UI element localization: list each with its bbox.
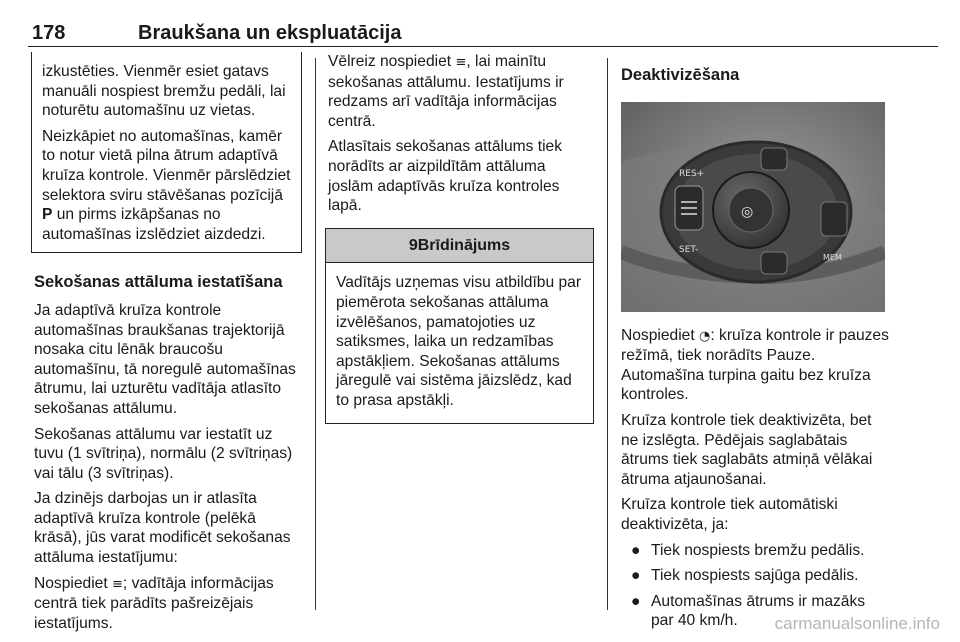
page-header xyxy=(28,10,938,47)
warning-box xyxy=(325,228,594,424)
page-number: 178 xyxy=(32,22,66,44)
warning-header xyxy=(326,229,593,264)
svg-text:◎: ◎ xyxy=(741,203,754,220)
paragraph-1: Nospiediet ◔: kruīza kontrole ir pauzes režīmā, tiek norādīts Pauze. Automašīna turpina gaitu bez kruīza kontroles. xyxy=(621,326,889,404)
paragraph-3: Kruīza kontrole tiek automātiski deaktivizēta, ja: xyxy=(621,496,838,533)
paragraph-2: Kruīza kontrole tiek deaktivizēta, bet ne izslēgta. Pēdējais saglabātais ātrums tiek saglabāts atmiņā vēlākai ātruma atjaunošanai. xyxy=(621,411,873,488)
paragraph-4: Nospiediet ≡; vadītāja informācijas centrā tiek parādīts pašreizējais iestatījums. xyxy=(34,574,274,632)
chapter-title: Braukšana un ekspluatācija xyxy=(138,22,402,44)
paragraph-1: Ja adaptīvā kruīza kontrole automašīnas braukšanas trajektorijā nosaka citu lēnāk braucošu automašīnu, tā noregulē automašīnas ātrumu, lai uzturētu vadītāja atlasīto sekošanas attālumu. xyxy=(34,301,296,417)
column-divider-1 xyxy=(315,58,316,610)
list-item: ● Automašīnas ātrums ir mazāks par 40 km/h. xyxy=(631,592,866,630)
warning-triangle-icon: 9 xyxy=(408,236,418,254)
box-paragraph-2: Neizkāpiet no automašīnas, kamēr to notur vietā pilna ātrum adaptīvā kruīza kontrole. Vienmēr pārslēdziet selektora sviru stāvēšanas pozīcijā P un pirms izkāpšanas no automašīnas izslēdziet aizdedzi. xyxy=(42,127,291,243)
warning-title: Brīdinājums xyxy=(417,236,511,254)
warning-text: Vadītājs uzņemas visu atbildību par piemērota sekošanas attāluma izvēlēšanos, pamatojoties uz satiksmes, laika un redzamības apstākļiem. Sekošanas attālums jāregulē vai sistēma jāizslēdz, kad to prasa apstākļi. xyxy=(336,274,582,409)
following-distance-icon: ≡ xyxy=(112,576,123,592)
svg-text:RES+: RES+ xyxy=(679,168,705,179)
list-item: ● Tiek nospiests bremžu pedālis. xyxy=(631,541,865,559)
section-heading-deactivation: Deaktivizēšana xyxy=(621,66,740,84)
steering-wheel-controls-image xyxy=(621,102,885,312)
box-paragraph-1: izkustēties. Vienmēr esiet gatavs manuāli nospiest bremžu pedāli, lai noturētu automašīnu uz vietas. xyxy=(42,63,286,120)
paragraph-1: Vēlreiz nospiediet ≡, lai mainītu sekošanas attālumu. Iestatījums ir redzams arī vadītāja informācijas centrā. xyxy=(328,53,564,130)
column-1 xyxy=(34,52,302,639)
paragraph-2: Sekošanas attālumu var iestatīt uz tuvu (1 svītriņa), normālu (2 svītriņas) vai tālu (3 svītriņas). xyxy=(34,425,293,482)
following-distance-icon: ≡ xyxy=(455,55,467,70)
list-item: ● Tiek nospiests sajūga pedālis. xyxy=(631,567,859,585)
column-divider-2 xyxy=(607,58,608,610)
svg-text:SET-: SET- xyxy=(679,244,699,255)
column-2 xyxy=(328,52,594,424)
paragraph-3: Ja dzinējs darbojas un ir atlasīta adaptīvā kruīza kontrole (pelēkā krāsā), jūs varat modificēt sekošanas attāluma iestatījumu: xyxy=(34,490,291,567)
svg-text:MEM: MEM xyxy=(823,252,842,262)
watermark: carmanualsonline.info xyxy=(774,614,940,633)
section-heading-following-distance: Sekošanas attāluma iestatīšana xyxy=(34,273,283,292)
cruise-pause-icon: ◔ xyxy=(699,328,711,344)
warning-continuation-box xyxy=(31,52,302,253)
column-3 xyxy=(621,52,891,637)
paragraph-2: Atlasītais sekošanas attālums tiek norādīts ar aizpildītām attāluma joslām adaptīvās kruīza kontroles lapā. xyxy=(328,138,563,215)
